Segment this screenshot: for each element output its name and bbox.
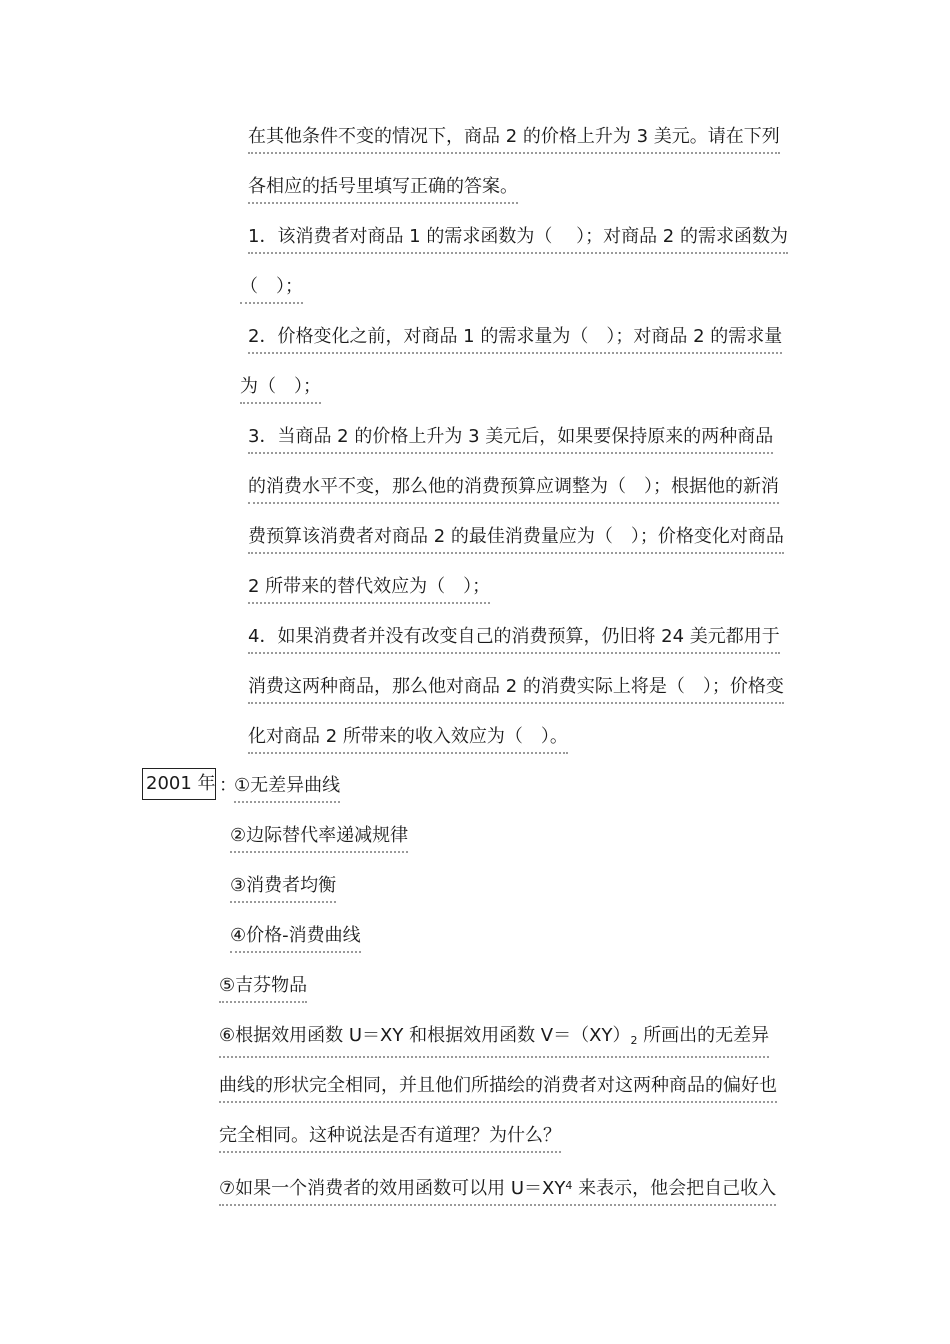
question-6-line: 完全相同。这种说法是否有道理？为什么？ xyxy=(219,1123,561,1153)
question-2-line: 为（ ）； xyxy=(240,374,321,404)
question-2-line: 2．价格变化之前，对商品 1 的需求量为（ ）；对商品 2 的需求量 xyxy=(248,324,782,354)
year-box xyxy=(142,768,216,800)
paragraph-line: 各相应的括号里填写正确的答案。 xyxy=(248,174,518,204)
year-label: 2001 年 xyxy=(146,773,216,794)
question-6-text: 所画出的无差异 xyxy=(637,1025,770,1046)
term-item: ④价格-消费曲线 xyxy=(230,923,361,953)
question-4-line: 4．如果消费者并没有改变自己的消费预算，仍旧将 24 美元都用于 xyxy=(248,624,780,654)
year-separator: ： xyxy=(219,775,237,796)
term-item: ⑤吉芬物品 xyxy=(219,973,307,1003)
question-6-line xyxy=(219,1023,769,1058)
question-4-line: 消费这两种商品，那么他对商品 2 的消费实际上将是（ ）；价格变 xyxy=(248,674,784,704)
question-1-line: （ ）； xyxy=(240,274,303,304)
term-item: ①无差异曲线 xyxy=(234,773,340,803)
question-1-line: 1．该消费者对商品 1 的需求函数为（ ）；对商品 2 的需求函数为 xyxy=(248,224,788,254)
question-6-text: ⑥根据效用函数 U＝XY 和根据效用函数 V＝（XY） xyxy=(219,1025,631,1046)
paragraph-line: 在其他条件不变的情况下，商品 2 的价格上升为 3 美元。请在下列 xyxy=(248,124,780,154)
question-3-line: 3．当商品 2 的价格上升为 3 美元后，如果要保持原来的两种商品 xyxy=(248,424,773,454)
superscript: 4 xyxy=(565,1179,573,1192)
question-7-text: ⑦如果一个消费者的效用函数可以用 U＝XY xyxy=(219,1178,566,1199)
question-4-line: 化对商品 2 所带来的收入效应为（ ）。 xyxy=(248,724,568,754)
question-3-line: 2 所带来的替代效应为（ ）； xyxy=(248,574,490,604)
question-7-text: 来表示，他会把自己收入 xyxy=(572,1178,777,1199)
question-6-line: 曲线的形状完全相同，并且他们所描绘的消费者对这两种商品的偏好也 xyxy=(219,1073,777,1103)
term-item: ②边际替代率递减规律 xyxy=(230,823,408,853)
term-item: ③消费者均衡 xyxy=(230,873,336,903)
question-7-line xyxy=(219,1173,776,1206)
question-3-line: 的消费水平不变，那么他的消费预算应调整为（ ）；根据他的新消 xyxy=(248,474,779,504)
subscript: 2 xyxy=(630,1034,638,1047)
question-3-line: 费预算该消费者对商品 2 的最佳消费量应为（ ）；价格变化对商品 xyxy=(248,524,784,554)
